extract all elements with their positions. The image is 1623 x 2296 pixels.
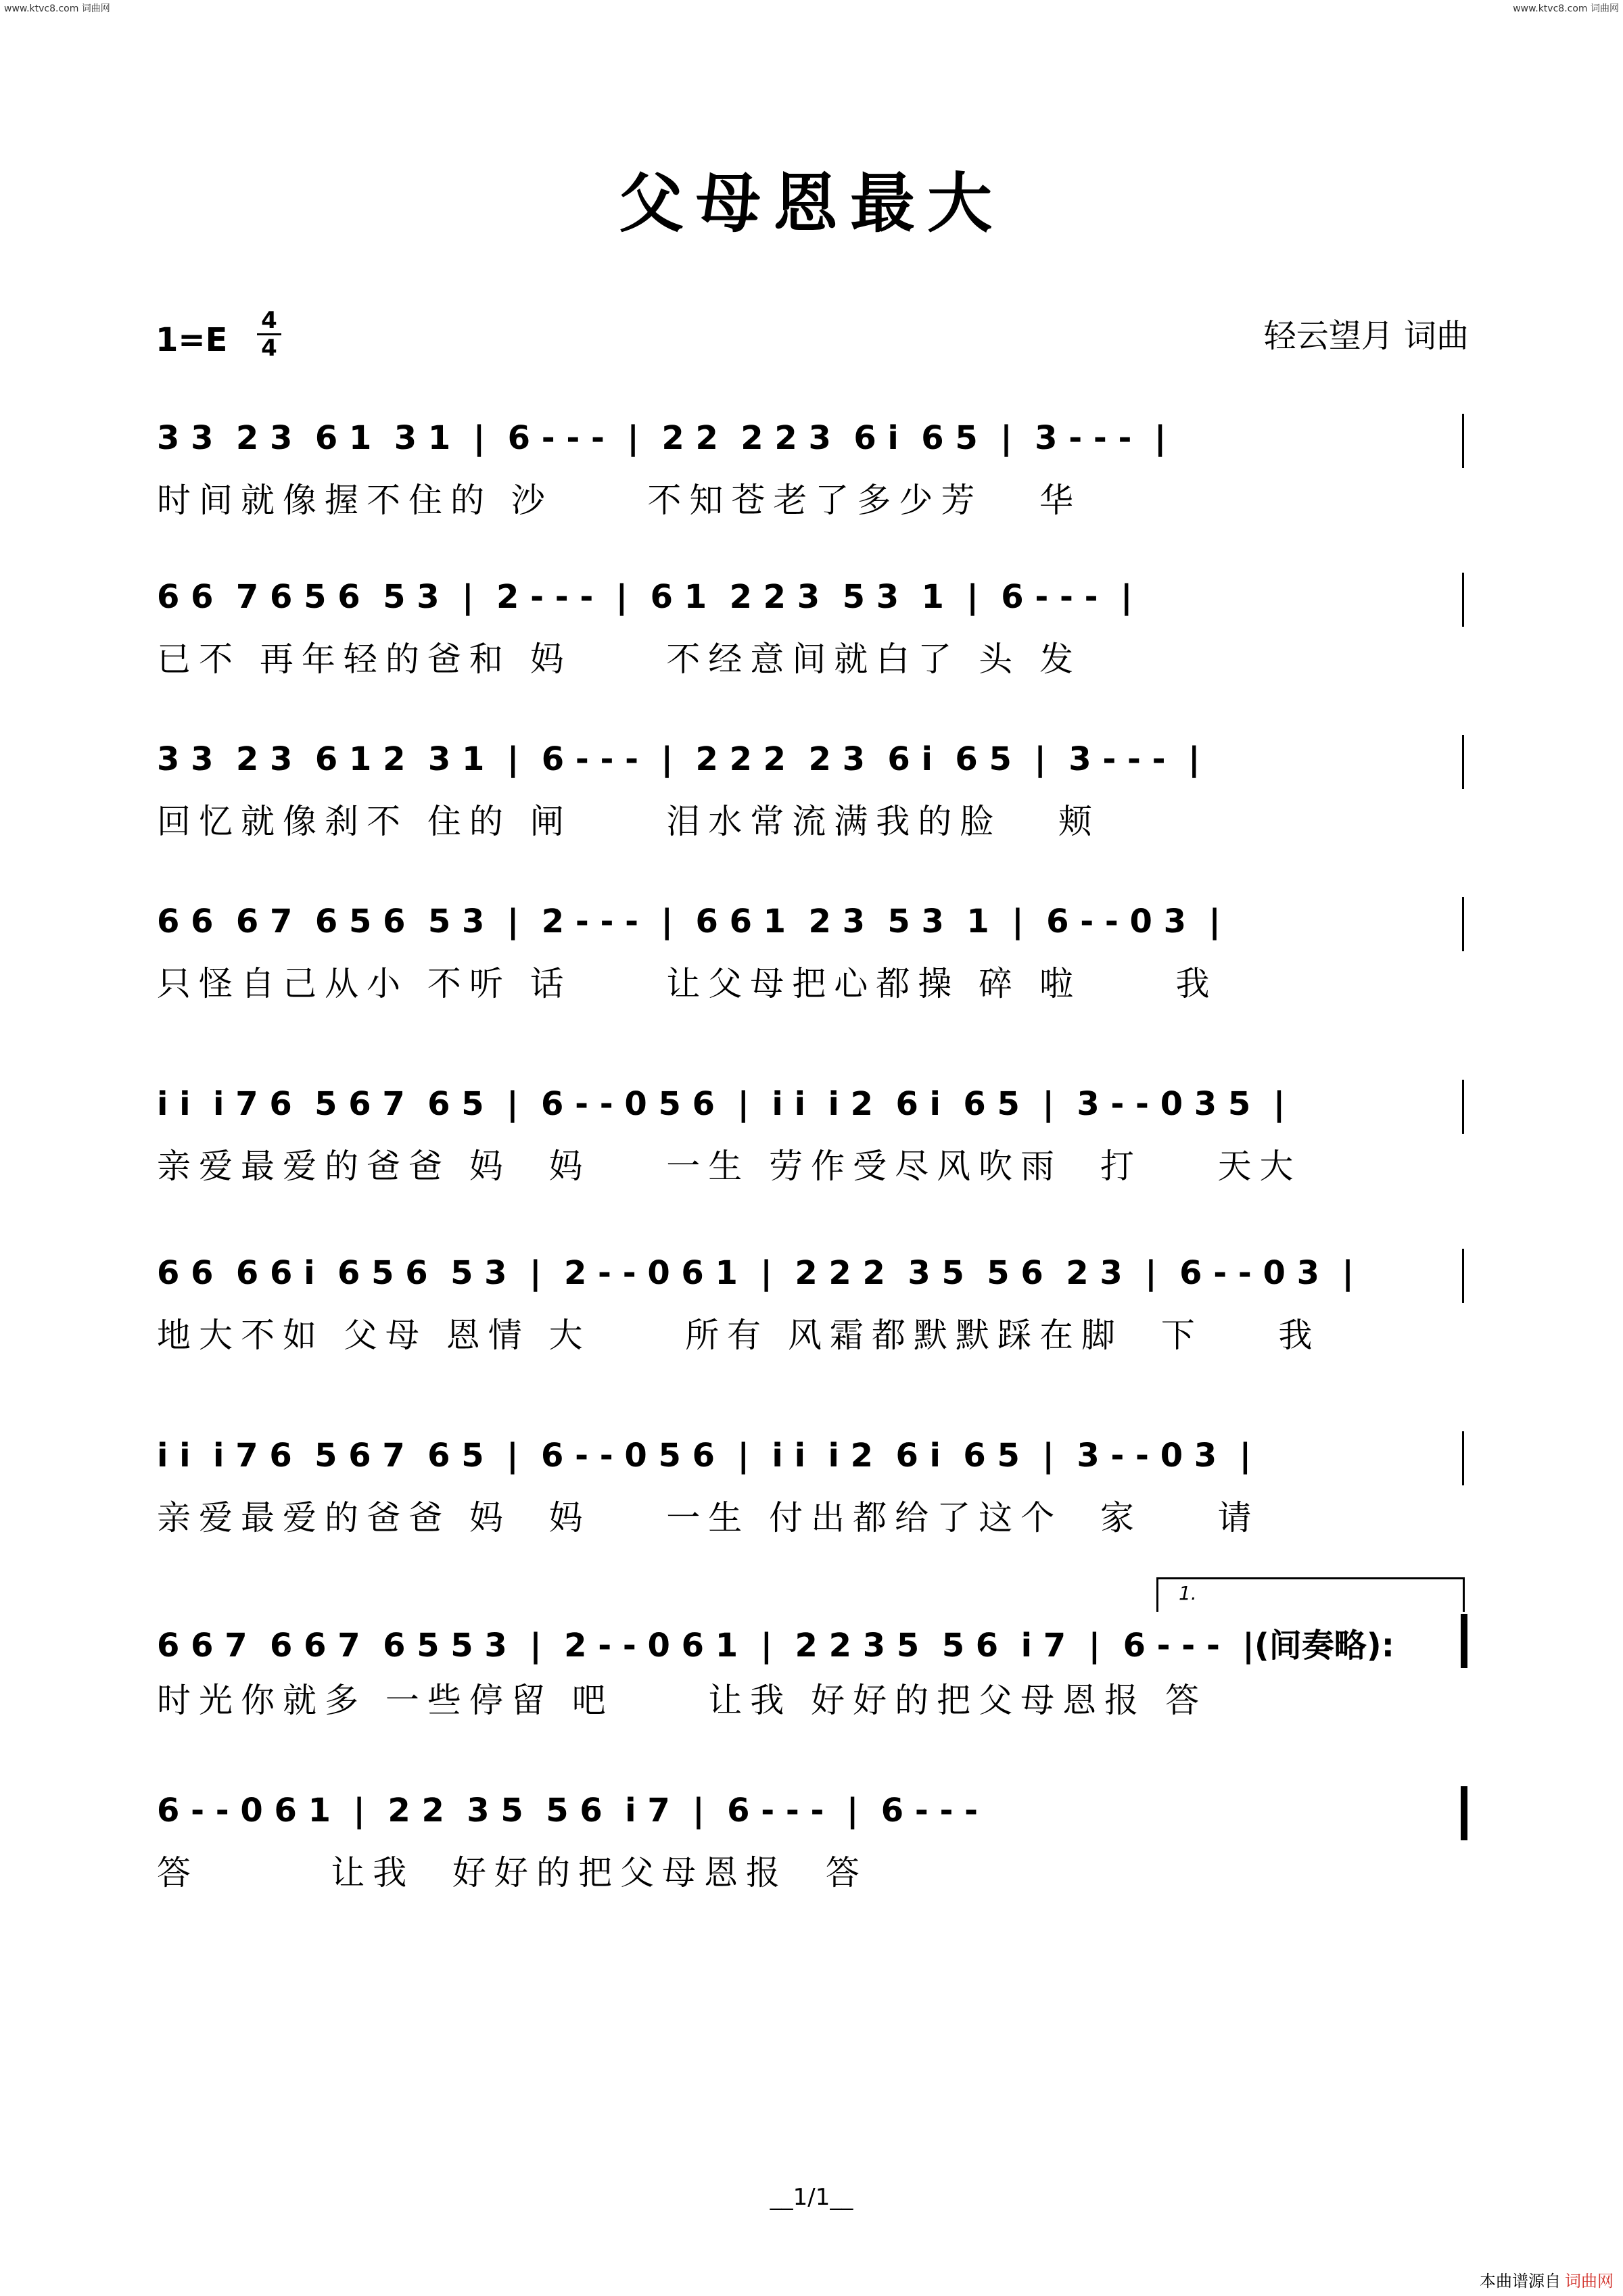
final-barline — [1461, 1786, 1467, 1840]
score-notes: 6 6 6 7 6 5 6 5 3 | 2 - - - | 6 6 1 2 3 5 3 1 | 6 - - 0 3 | — [157, 903, 1221, 940]
end-barline — [1462, 1080, 1464, 1134]
end-barline — [1462, 414, 1464, 468]
end-barline — [1462, 897, 1464, 951]
first-ending-label: 1. — [1179, 1582, 1197, 1604]
score-notes: 3 3 2 3 6 1 2 3 1 | 6 - - - | 2 2 2 2 3 6 i 6 5 | 3 - - - | — [157, 740, 1200, 778]
score-lyrics: 回忆就像刹不 住的 闸 泪水常流满我的脸 颊 — [157, 802, 1100, 841]
score-row-5 — [0, 1085, 1623, 1220]
first-ending-bracket — [1156, 1577, 1465, 1612]
site-watermark-right: www.ktvc8.com 词曲网 — [1513, 3, 1619, 14]
score-row-6 — [0, 1254, 1623, 1389]
score-row-3 — [0, 740, 1623, 876]
brand-footer — [1480, 2268, 1614, 2291]
score-lyrics: 时光你就多 一些停留 吧 让我 好好的把父母恩报 答 — [157, 1681, 1208, 1720]
score-row-8 — [0, 1582, 1623, 1754]
time-signature-top: 4 — [261, 307, 277, 334]
key-signature: 1=E — [156, 321, 228, 359]
end-barline — [1462, 1431, 1464, 1485]
score-row-9 — [0, 1792, 1623, 1927]
score-row-1 — [0, 419, 1623, 554]
score-notes: 6 6 7 6 5 6 5 3 | 2 - - - | 6 1 2 2 3 5 3 1 | 6 - - - | — [157, 578, 1133, 616]
end-barline — [1462, 1249, 1464, 1303]
score-row-7 — [0, 1437, 1623, 1572]
brand-name: 词曲网 — [1565, 2272, 1614, 2291]
score-notes: 6 6 6 6 i 6 5 6 5 3 | 2 - - 0 6 1 | 2 2 2 3 5 5 6 2 3 | 6 - - 0 3 | — [157, 1254, 1354, 1292]
score-notes: i i i 7 6 5 6 7 6 5 | 6 - - 0 5 6 | i i i 2 6 i 6 5 | 3 - - 0 3 5 | — [157, 1085, 1286, 1123]
score-lyrics: 只怪自己从小 不听 话 让父母把心都操 碎 啦 我 — [157, 964, 1218, 1003]
score-notes: 6 - - 0 6 1 | 2 2 3 5 5 6 i 7 | 6 - - - | 6 - - - — [157, 1792, 979, 1829]
score-lyrics: 亲爱最爱的爸爸 妈 妈 一生 付出都给了这个 家 请 — [157, 1498, 1260, 1537]
brand-prefix: 本曲谱源自 — [1480, 2272, 1561, 2291]
score-lyrics: 时间就像握不住的 沙 不知苍老了多少芳 华 — [157, 481, 1082, 520]
score-lyrics: 答 让我 好好的把父母恩报 答 — [157, 1853, 868, 1892]
composer-credit: 轻云望月 词曲 — [1263, 317, 1469, 355]
site-watermark-left: www.ktvc8.com 词曲网 — [4, 3, 110, 14]
repeat-barline — [1461, 1614, 1467, 1668]
score-notes: 6 6 7 6 6 7 6 5 5 3 | 2 - - 0 6 1 | 2 2 3 5 5 6 i 7 | 6 - - - |(间奏略): — [157, 1627, 1394, 1665]
score-notes: 3 3 2 3 6 1 3 1 | 6 - - - | 2 2 2 2 3 6 i 6 5 | 3 - - - | — [157, 419, 1167, 457]
score-notes: i i i 7 6 5 6 7 6 5 | 6 - - 0 5 6 | i i i 2 6 i 6 5 | 3 - - 0 3 | — [157, 1437, 1252, 1475]
song-title: 父母恩最大 — [619, 165, 1004, 241]
end-barline — [1462, 573, 1464, 627]
score-lyrics: 已不 再年轻的爸和 妈 不经意间就白了 头 发 — [157, 640, 1082, 679]
score-row-2 — [0, 578, 1623, 713]
score-lyrics: 地大不如 父母 恩情 大 所有 风霜都默默踩在脚 下 我 — [157, 1316, 1321, 1355]
time-signature-bottom: 4 — [261, 335, 277, 362]
end-barline — [1462, 735, 1464, 789]
score-row-4 — [0, 903, 1623, 1038]
time-signature — [256, 308, 283, 361]
page-number: __1/1__ — [770, 2184, 853, 2211]
score-lyrics: 亲爱最爱的爸爸 妈 妈 一生 劳作受尽风吹雨 打 天大 — [157, 1147, 1302, 1186]
